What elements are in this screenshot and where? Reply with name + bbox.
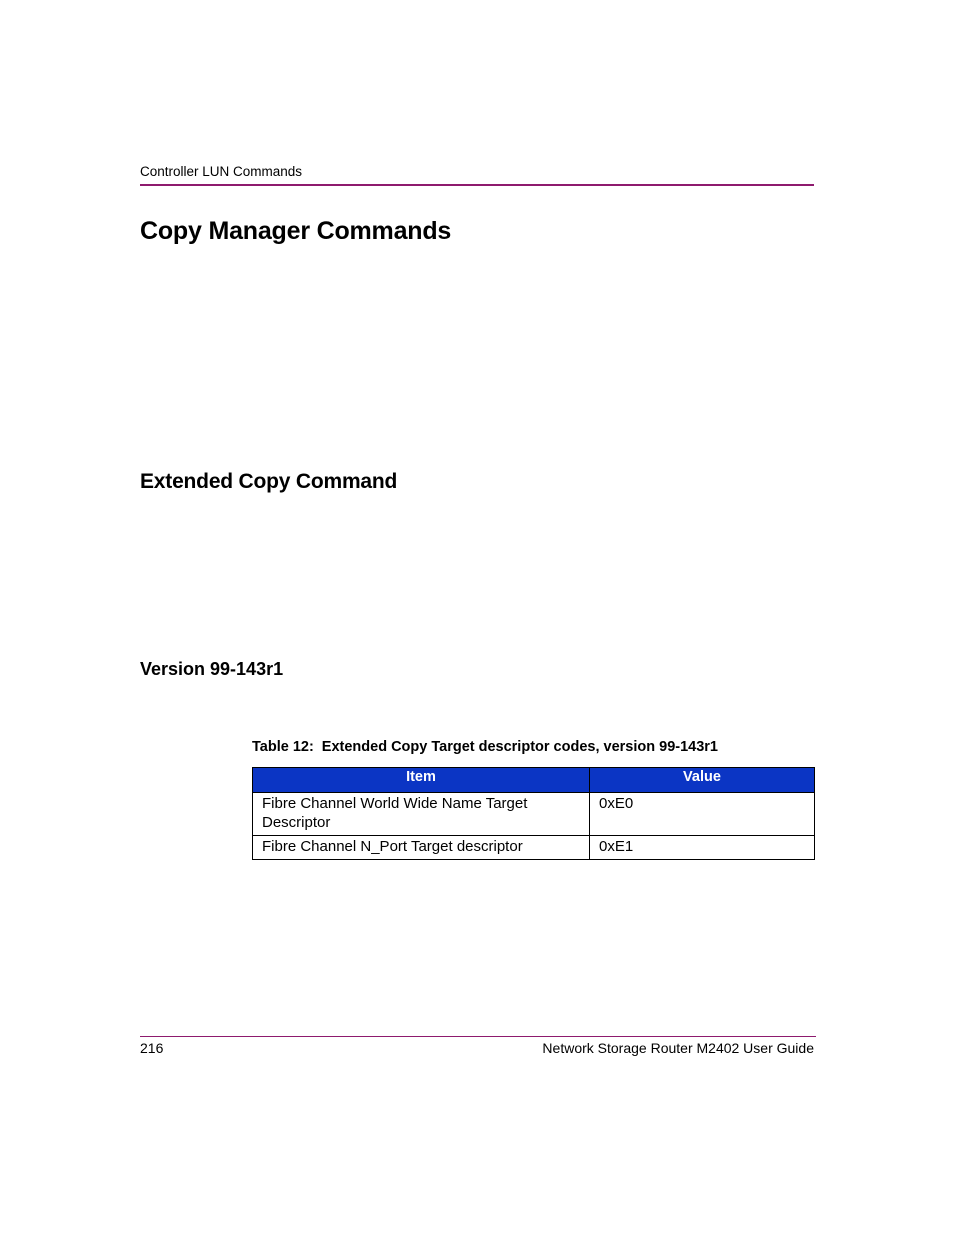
descriptor-codes-table — [252, 767, 815, 860]
table-row — [253, 836, 815, 860]
table-cell-value: 0xE0 — [590, 793, 815, 836]
table-row — [253, 793, 815, 836]
subsubsection-title: Version 99-143r1 — [140, 659, 284, 679]
table-caption-label: Table 12: — [252, 739, 314, 755]
column-header-value: Value — [590, 768, 815, 793]
table-cell-value: 0xE1 — [590, 836, 815, 860]
table-cell-item: Fibre Channel World Wide Name Target Descriptor — [253, 793, 590, 836]
column-header-item: Item — [253, 768, 590, 793]
table-header-row — [253, 768, 815, 793]
footer-rule — [140, 1036, 816, 1037]
table-caption-text: Extended Copy Target descriptor codes, version 99-143r1 — [321, 739, 718, 755]
header-rule — [140, 184, 814, 186]
subsection-title: Extended Copy Command — [140, 470, 398, 493]
page-number: 216 — [140, 1040, 164, 1056]
table-caption — [252, 737, 718, 757]
table-cell-item: Fibre Channel N_Port Target descriptor — [253, 836, 590, 860]
section-title: Copy Manager Commands — [140, 217, 452, 245]
running-header: Controller LUN Commands — [140, 164, 303, 179]
footer-doc-title: Network Storage Router M2402 User Guide — [542, 1040, 814, 1056]
